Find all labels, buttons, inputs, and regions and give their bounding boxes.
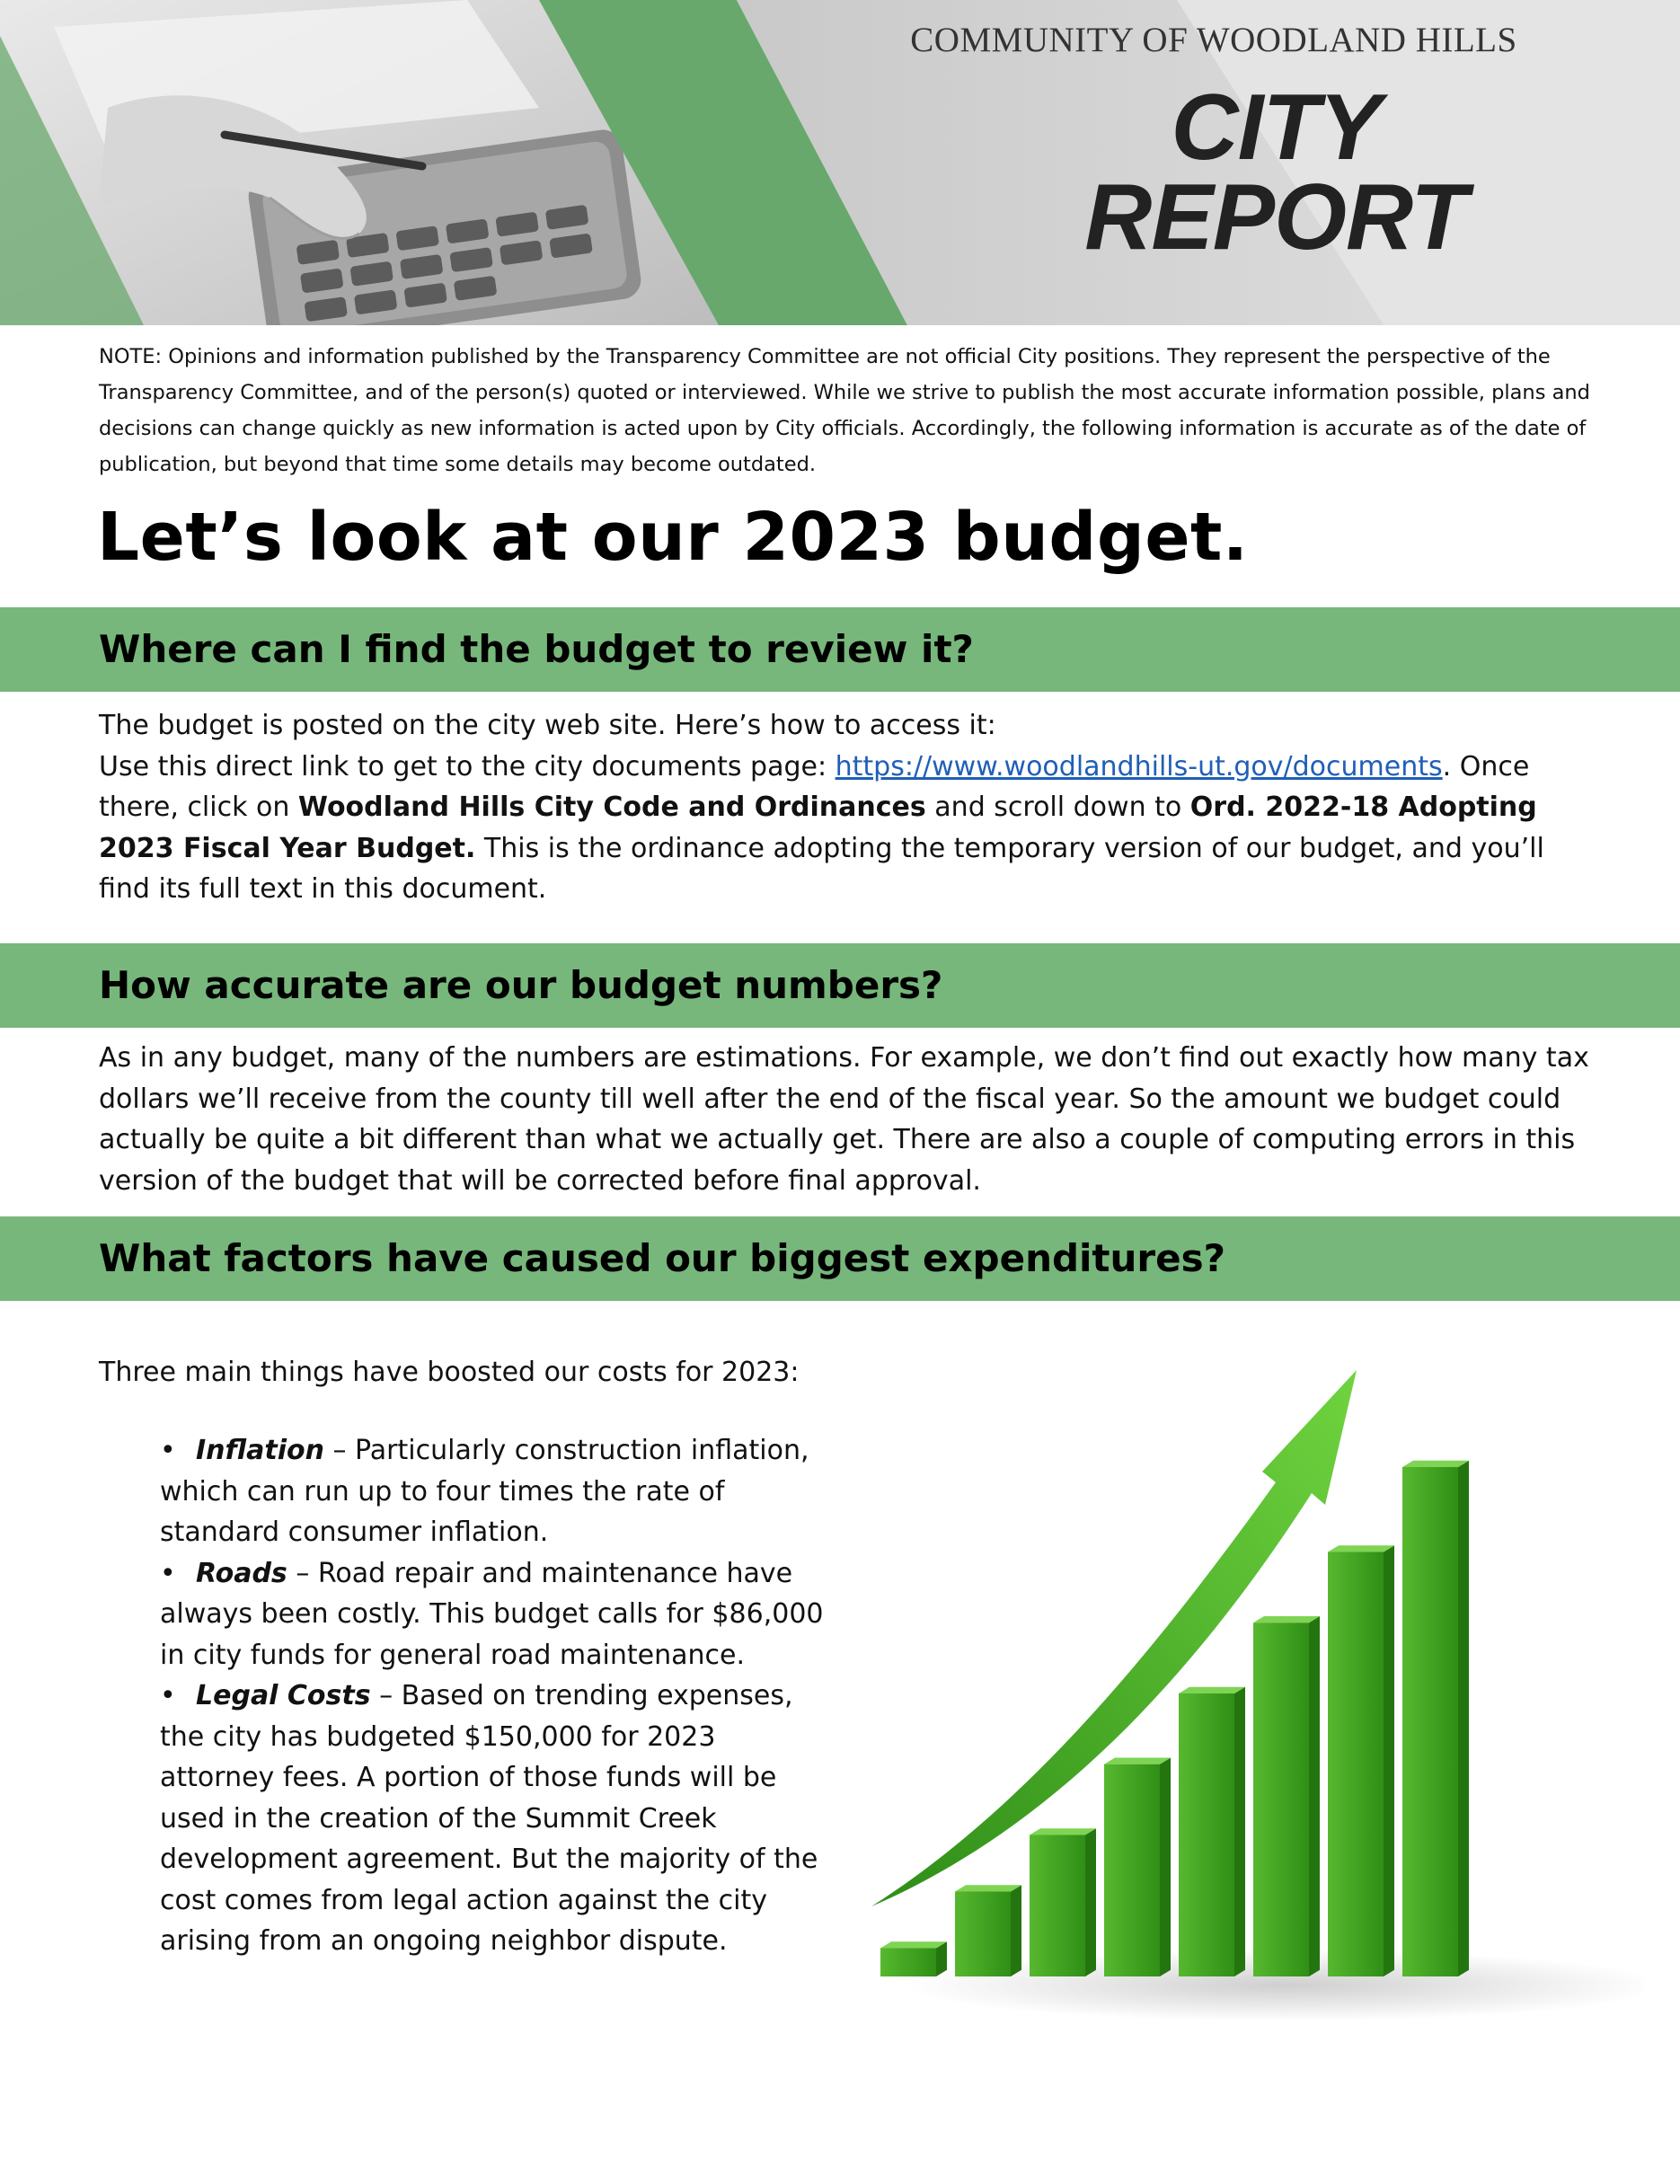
instr-after-link: . Once there, click on	[99, 750, 1530, 823]
bar-side	[1234, 1687, 1245, 1976]
bullet-icon: •	[160, 1557, 176, 1589]
bar-side	[1458, 1461, 1469, 1976]
page-title: Let’s look at our 2023 budget.	[97, 499, 1249, 576]
bar-top	[1253, 1616, 1320, 1623]
bar-8	[1402, 1467, 1458, 1976]
bullet-icon: •	[160, 1680, 176, 1711]
community-name: COMMUNITY OF WOODLAND HILLS	[910, 21, 1517, 59]
item-text: – Particularly construction inflation, which can run up to four times the rate of standard consumer inflation.	[160, 1435, 809, 1548]
accuracy-body: As in any budget, many of the numbers are estimations. For example, we don’t find out exactly how many tax dollars we’ll receive from the county till well after the end of the fiscal year. So the amount we budget could actually be quite a bit different than what we actually get. There are also a couple of computing errors in this version of the budget that will be corrected before final approval.	[99, 1042, 1589, 1197]
bar-top	[1104, 1758, 1171, 1764]
bullet-icon: •	[160, 1435, 176, 1466]
title-line-2: REPORT	[1084, 165, 1467, 270]
section-bar-accuracy	[0, 943, 1680, 1028]
instr-mid: and scroll down to	[925, 791, 1190, 823]
bar-2	[955, 1892, 1011, 1977]
bars-group	[880, 1461, 1469, 1976]
list-item	[160, 1553, 825, 1676]
bar-6	[1253, 1623, 1309, 1976]
expenditure-list	[160, 1430, 825, 1962]
item-term: Legal Costs	[196, 1680, 371, 1711]
header-banner	[0, 0, 1680, 325]
report-title	[1033, 75, 1518, 270]
section-heading: Where can I find the budget to review it?	[99, 627, 974, 671]
section-heading: What factors have caused our biggest expenditures?	[99, 1236, 1225, 1280]
section-bar-find-budget	[0, 607, 1680, 692]
bar-top	[1402, 1461, 1469, 1467]
list-item	[160, 1430, 825, 1553]
bar-side	[1309, 1616, 1320, 1976]
bar-side	[1085, 1828, 1096, 1976]
bar-top	[1179, 1687, 1245, 1693]
item-term: Inflation	[196, 1435, 324, 1466]
find-budget-instructions	[99, 747, 1599, 910]
bar-side	[1160, 1758, 1171, 1976]
section-bar-expenditures	[0, 1216, 1680, 1301]
ordinance-label: Ord. 2022-18 Adopting 2023 Fiscal Year Budget.	[99, 791, 1537, 864]
bar-4	[1104, 1764, 1160, 1976]
section-heading: How accurate are our budget numbers?	[99, 963, 943, 1007]
instr-prefix: Use this direct link to get to the city documents page:	[99, 750, 836, 783]
bar-1	[880, 1949, 936, 1977]
bar-5	[1179, 1693, 1234, 1976]
instr-end: This is the ordinance adopting the temporary version of our budget, and you’ll find its full text in this document.	[99, 832, 1544, 905]
growth-bar-chart	[853, 1348, 1644, 2048]
bar-side	[1011, 1885, 1021, 1976]
item-text: – Road repair and maintenance have always been costly. This budget calls for $86,000 in city funds for general road maintenance.	[160, 1557, 824, 1671]
city-code-label: Woodland Hills City Code and Ordinances	[297, 791, 926, 823]
item-text: – Based on trending expenses, the city has budgeted $150,000 for 2023 attorney fees. A portion of those funds will be used in the creation of the Summit Creek development agreement. But the majority of the cost comes from legal action against the city arising from an ongoing neighbor dispute.	[160, 1680, 818, 1957]
title-line-1: CITY	[1171, 75, 1381, 180]
item-term: Roads	[196, 1557, 287, 1589]
disclaimer-note: NOTE: Opinions and information published by the Transparency Committee are not official City positions. They represent the perspective of the Transparency Committee, and of the person(s) quoted or interviewed. While we strive to publish the most accurate information possible, plans and decisions can change quickly as new information is acted upon by City officials. Accordingly, the following information is accurate as of the date of publication, but beyond that time some details may become outdated.	[99, 345, 1590, 476]
documents-link[interactable]: https://www.woodlandhills-ut.gov/documents	[835, 750, 1443, 783]
expenditures-intro: Three main things have boosted our costs for 2023:	[99, 1357, 800, 1388]
bar-top	[1030, 1828, 1096, 1835]
list-item	[160, 1676, 825, 1962]
bar-top	[1328, 1545, 1394, 1552]
bar-3	[1030, 1835, 1085, 1977]
find-budget-body	[99, 705, 1599, 910]
find-budget-intro: The budget is posted on the city web site. Here’s how to access it:	[99, 710, 996, 741]
bar-top	[880, 1941, 947, 1948]
bar-top	[955, 1885, 1021, 1891]
bar-side	[1384, 1545, 1394, 1976]
bar-7	[1328, 1552, 1384, 1977]
